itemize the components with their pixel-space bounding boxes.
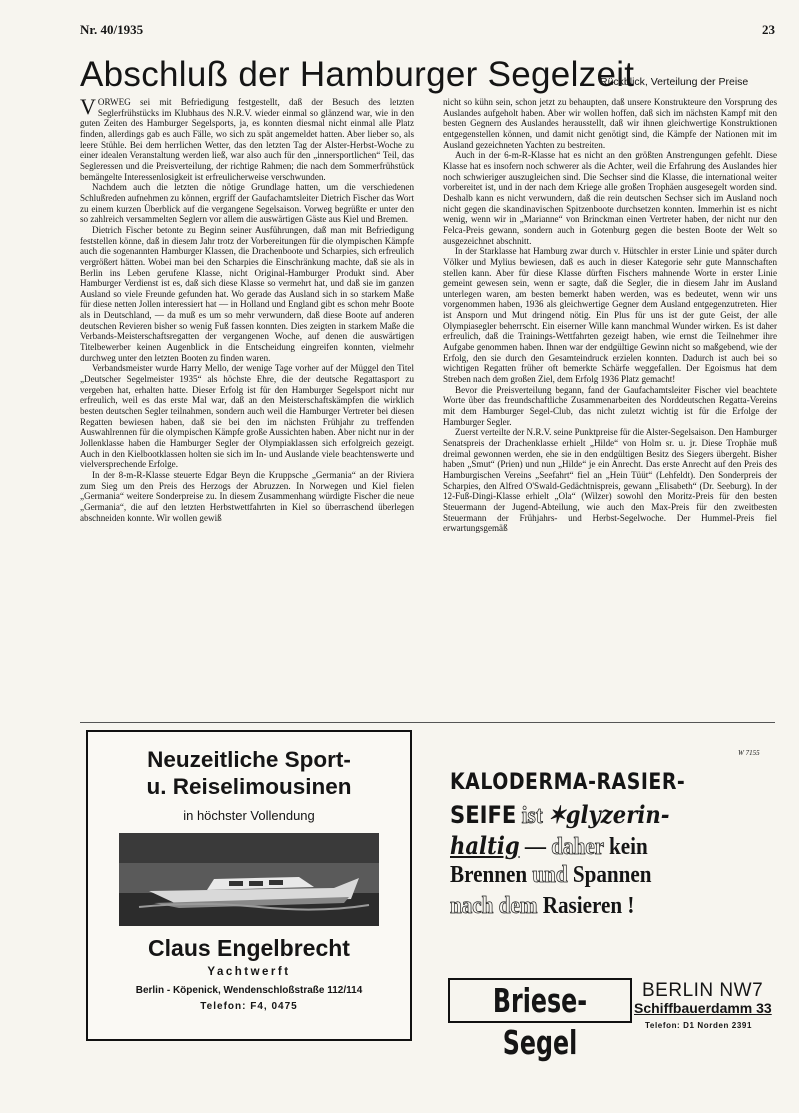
article-paragraph: Auch in der 6-m-R-Klasse hat es nicht an den größten Anstrengungen gefehlt. Diese Klasse hat es insofern noch schwerer als die Achter, weil die Erfahrung des Auslandes hier noch schwieriger auszugleichen sind. Die Sechser sind die Klasse, die international weiter vorbereitet ist, und in der nach dem Kriege alle großen Trophäen ausgesegelt worden sind. Deshalb kann es nicht verwundern, daß die rein deutschen Sechser sich im Ausland noch nicht gegen die skandinavischen Spitzenboote durchsetzen konnten. Immerhin ist es nicht wenig, wenn wir in „Marianne“ von Brinckman einen Vertreter haben, der nicht nur den Felca-Preis gewann, sondern auch in Gotenburg gegen die besten Boote der Welt so ausgezeichnet abschnitt. — [443, 150, 777, 246]
ad-text — [450, 831, 648, 861]
article-paragraph: Zuerst verteilte der N.R.V. seine Punktpreise für die Alster-Segelsaison. Den Hamburger Senatspreis der Drachenklasse erhielt „Hilde“ von Holm sr. u. jr. Diese Trophäe muß dreimal gewonnen werden, ehe sie in den endgültigen Besitz des Siegers übergeht. Bisher haben „Smut“ (Prien) und nun „Hilde“ je ein Anrecht. Das erste Anrecht auf den Preis des Hamburgischen Vereins „Seefahrt“ fiel an „Hein Tüüt“ (Lehfeldt). Den Sonderpreis der Scharpies, den Alfred O'Swald-Gedächtnispreis, gewann „Elisabeth“ (Dr. Seeburg). In der 12-Fuß-Dingi-Klasse erhielt „Ola“ (Wilzer) sowohl den Moritz-Preis für den besten Steuermann der Jugend-Abteilung, wie auch den Max-Preis für den zweitbesten Steuermann der Frühjahrs- und Herbst-Segelwoche. Der Hummel-Preis fiel erwartungsgemäß — [443, 427, 777, 534]
brand-name: Briese-Segel — [492, 981, 588, 1062]
ad-word: Rasieren ! — [542, 893, 635, 919]
motor-yacht-photo — [119, 833, 379, 926]
ad-code: W 7155 — [738, 749, 760, 757]
kaloderma-line-5 — [450, 893, 770, 920]
briese-street: Schiffbauerdamm 33 — [634, 1000, 772, 1016]
ad-word: ✶glyzerin- — [548, 800, 670, 829]
article-column-right — [443, 97, 777, 717]
ad-title-line: Neuzeitliche Sport- — [147, 747, 351, 772]
company-type: Yachtwerft — [207, 966, 291, 978]
ad-word: ist — [521, 803, 543, 829]
issue-number: Nr. 40/1935 — [80, 22, 144, 37]
drop-cap: V — [80, 94, 96, 119]
ad-word: daher — [551, 834, 604, 860]
ad-tagline: in höchster Vollendung — [183, 808, 315, 823]
article-paragraph — [80, 94, 414, 182]
company-name: Claus Engelbrecht — [148, 935, 350, 961]
kaloderma-line-1: KALODERMA-RASIER- — [450, 770, 686, 795]
yacht-limousine-ad — [86, 730, 412, 1041]
motor-yacht-image — [119, 833, 379, 926]
ad-word: Spannen — [572, 862, 652, 888]
article-paragraph: Nachdem auch die letzten die nötige Grundlage hatten, um die verschiedenen Schlußreden aufnehmen zu können, ergriff der Gaufachamtsleiter Dietrich Fischer das Wort zu einem kurzen Überblick auf die vergangene Segelsaison. Vorweg begrüßte er unter den so zahlreich versammelten Seglern vor allem die auswärtigen Gäste aus Kiel und Bremen. — [80, 182, 414, 225]
article-paragraph: Dietrich Fischer betonte zu Beginn seiner Ausführungen, daß man mit Befriedigung feststellen könne, daß in diesem Jahr trotz der Vorbereitungen für die olympischen Kämpfe auch die sogenannten Hamburger Klassen, die Drachenboote und Scharpies, sich erfreulich vergrößert hätten. Wobei man bei den Scharpies die Einschränkung machte, daß sie als in Berlin ins Leben gerufene Klasse, nicht Original-Hamburger Produkt sind. Aber Hamburger Verdienst ist es, daß sich diese Klasse so vermehrt hat, und daß sie im ganzen Ausland so viele Freunde gefunden hat. Wo gerade das Ausland sich in so starkem Maße für diese netten Jollen interessiert hat — in Holland und England gibt es schon mehr Boote als in Deutschland, — da muß es um so mehr verwundern, daß diese Boote auf anderen deutschen Revieren bisher so wenig Fuß fassen konnten. Dies zeigten in starkem Maße die Verbands-Meisterschaftsregatten der vergangenen Woche, auf denen die auswärtigen Titelbewerber keinen Augenblick in die Entscheidung eingreifen konnten, vielmehr durchweg unter den letzten Booten zu finden waren. — [80, 224, 414, 363]
ad-text — [450, 893, 634, 920]
ad-title — [88, 746, 410, 800]
ad-word: nach dem — [450, 893, 538, 919]
article-paragraph: nicht so kühn sein, schon jetzt zu behaupten, daß unsere Konstrukteure den Vorsprung des Auslandes aufgeholt haben. Aber wir wollen hoffen, daß sich im nächsten Kampf mit den besten Gegnern des Auslandes herausstellt, daß wir ihnen gleichwertige Konstruktionen entgegenstellen können, und damit nicht genötigt sind, die Kämpfe der Nationen mit im Ausland gezeichneten Yachten zu bestreiten. — [443, 97, 777, 150]
briese-phone: Telefon: D1 Norden 2391 — [645, 1021, 753, 1030]
article-paragraph: In der Starklasse hat Hamburg zwar durch v. Hütschler in erster Linie und später durch Völker und Mylius bewiesen, daß es auch in dieser Kategorie sehr gute Mannschaften stellen kann. Aber für diese Klasse dürften Fischers mahnende Worte in erster Linie gemeint gewesen sein, wenn er sagte, daß die Segler, die in diesem Jahr im Ausland unterlegen waren, am besten bemerkt haben werden, was es bedeutet, wenn wir uns vorgenommen haben, 1936 als gleichwertige Gegner dem Ausland entgegenzutreten. Hier ist Ansporn und Mut dringend nötig. Ein Plus für uns ist der gute Geist, der alle Olympiasegler beherrscht. Ein eiserner Wille kann manchmal Wunder wirken. Es ist daher erfreulich, daß die Trainings-Wettfahrten gezeigt haben, wie ernst die Teilnehmer ihre Aufgabe genommen haben. Ihnen war der endgültige Gewinn nicht so maßgebend, wie der Erfolg, den sie durch den Gesamteindruck erzielen konnten. Dadurch ist auch bei so wichtigen Regatten früher oft bemerkte Schärfe weggefallen. Der Egoismus hat dem Streben nach dem großen Ziel, dem Erfolg 1936 Platz gemacht! — [443, 246, 777, 385]
article-paragraph: In der 8-m-R-Klasse steuerte Edgar Beyn die Kruppsche „Germania“ an der Riviera zum Sieg um den Preis des Herzogs der Abruzzen. In Norwegen und Kiel fielen „Germania“ weitere Sonderpreise zu. In diesem Zusammenhang würdigte Fischer die neue „Germania“, die auf den letzten Herbstwettfahrten in Kiel so überraschend überlegen abschneiden konnte. Wir wollen gewiß — [80, 469, 414, 523]
ad-text — [450, 800, 670, 830]
ad-word: kein — [609, 834, 648, 860]
article-paragraph: Bevor die Preisverteilung begann, fand der Gaufachamtsleiter Fischer viel beachtete Worte über das freundschaftliche Zusammenarbeiten des Norddeutschen Regatta-Vereins mit dem Hamburger Segel-Club, das nicht zuletzt wichtig ist für die Erfolge der Hamburger Segler. — [443, 384, 777, 427]
ad-title-line: u. Reiselimousinen — [146, 774, 352, 799]
ad-text — [450, 862, 652, 889]
kaloderma-line-4 — [450, 862, 770, 889]
article-subheadline: Rückblick, Verteilung der Preise — [600, 76, 749, 88]
paragraph-text: ORWEG sei mit Befriedigung festgestellt, daß der Besuch des letzten Seglerfrühstücks im Klubhaus des N.R.V. wieder einmal so glänzend war, wie in den guten Zeiten des Hamburger Segelsports, ja, es konnten diesmal nicht einmal alle Platz finden, allerdings gab es auch Fälle, wo sich zu spät angemeldet hatten. Aber lieber so, als leere Stühle. Bei dem herrlichen Wetter, das den letzten Tag der Alster-Herbst-Woche zu einer idealen Veranstaltung werden ließ, war also auch für den „innersportlichen“ Teil, das Segleressen und die Preisverteilung, der richtige Rahmen; die nach dem Sommerfrühstück bemängelte Interessenlosigkeit ist erfreulicherweise verschwunden. — [80, 97, 414, 182]
company-phone: Telefon: F4, 0475 — [200, 1001, 298, 1012]
page-number: 23 — [762, 22, 775, 37]
ad-word: Brennen — [450, 862, 528, 888]
ad-word: — — [519, 834, 552, 860]
article-paragraph: Verbandsmeister wurde Harry Mello, der wenige Tage vorher auf der Müggel den Titel „Deutscher Segelmeister 1935“ als höchste Ehre, die der deutsche Regattasport zu vergeben hat, erhalten hatte. Dieser Erfolg ist für den Hamburger Segelsport nicht nur erfreulich, weil es das erste Mal war, daß an den Meisterschaftskämpfen die wirklich besten deutschen Segler teilnahmen, sondern auch weil die Hamburger Vertreter bei diesen Regatten bewiesen haben, daß sie bei den im nächsten Frühjahr zu treffenden Auswahlrennen für die olympischen Kämpfe große Aussichten haben. Aber nicht nur in der Jollenklasse haben die Hamburger Segler der Olympiaklassen sich erfolgreich gezeigt. Auch in den Kielbootklassen holten sie sich im In- und Auslande viele beachtenswerte und vielversprechende Erfolge. — [80, 363, 414, 470]
company-address: Berlin - Köpenick, Wendenschloßstraße 112/114 — [135, 985, 363, 996]
article-headline: Abschluß der Hamburger Segelzeit — [80, 55, 635, 94]
kaloderma-line-3 — [450, 831, 770, 861]
section-divider — [80, 722, 775, 723]
article-column-left — [80, 94, 414, 717]
ad-word: und — [532, 862, 568, 888]
briese-segel-logo — [448, 978, 632, 1062]
briese-city: BERLIN NW7 — [642, 980, 764, 1001]
ad-word: SEIFE — [450, 801, 517, 829]
kaloderma-line-2 — [450, 800, 770, 830]
ad-word: haltig — [450, 831, 520, 860]
